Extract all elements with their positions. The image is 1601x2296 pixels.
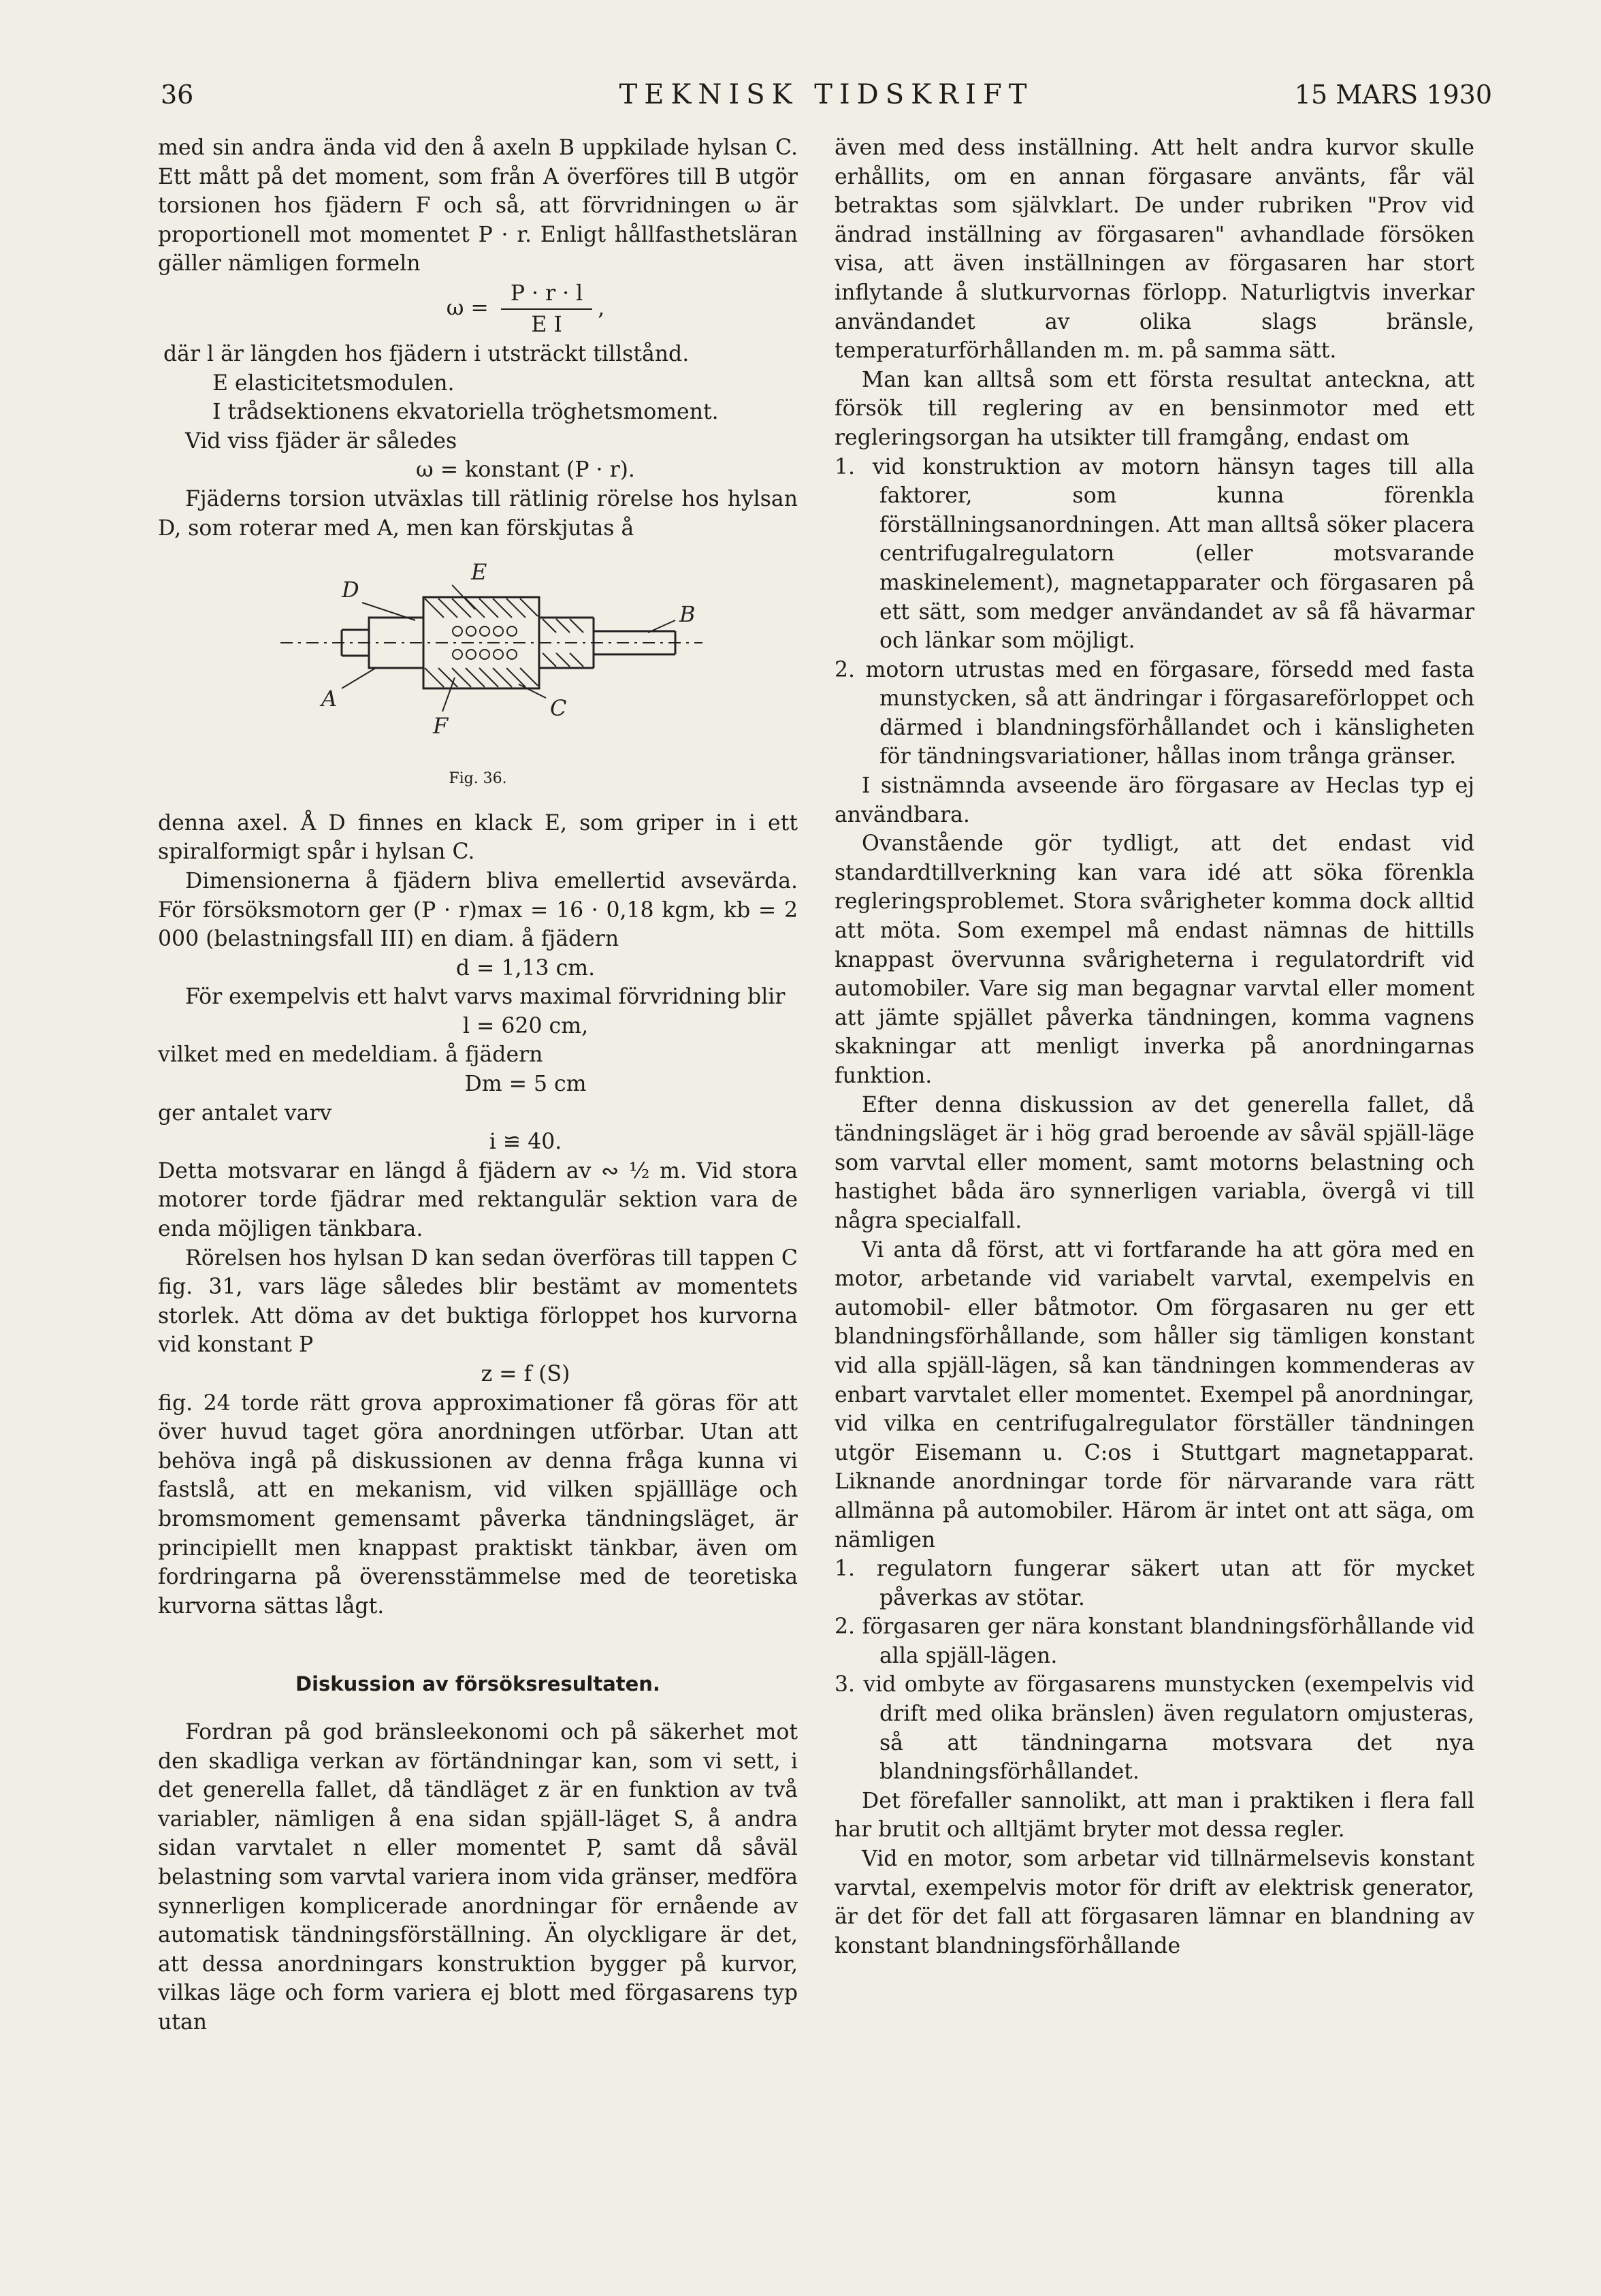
- formula-function: z = f (S): [481, 1362, 570, 1386]
- paragraph: Fordran på god bränsleekonomi och på säkerhet mot den skadliga verkan av förtändningar kan, som vi sett, i det generella fallet, då tändläget z är en funktion av två variabler, nämligen å ena sidan spjäll-läget S, å andra sidan varvtalet n eller momentet P, samt då såväl belastning som varvtal variera inom vida gränser, medföra synnerligen komplicerade anordningar för ernående av automatisk tändningsförställning. Än olyckligare är det, att dessa anordningars konstruktion bygger på kurvor, vilkas läge och form variera ej blott med förgasarens typ utan: [158, 1719, 798, 2035]
- figure-36: [158, 555, 798, 759]
- list-item: 2. motorn utrustas med en förgasare, försedd med fasta munstycken, så att ändringar i förgasareförloppet och därmed i blandningsförhållandet och i känsligheten för tändningsvariationer, hållas inom trånga gränser.: [835, 657, 1474, 769]
- figure-caption: Fig. 36.: [449, 770, 507, 788]
- list-item: 1. vid konstruktion av motorn hänsyn tages till alla faktorer, som kunna förenkla förställningsanordningen. Att man alltså söker placera centrifugalregulatorn (eller motsvarande maskinelement), magnetapparater och förgasaren på ett sätt, som medger användandet av så få hävarmar och länkar som möjligt.: [835, 454, 1474, 654]
- paragraph: fig. 24 torde rätt grova approximationer få göras för att över huvud taget göra anordningen utförbar. Utan att behöva ingå på diskussionen av denna fråga kunna vi fastslå, att en mekanism, vid vilken spjällläge och bromsmoment gemensamt påverka tändningsläget, är principiellt men knappast praktiskt tänkbar, även om fordringarna på överensstämmelse med de teoretiska kurvorna sättas lågt.: [158, 1390, 798, 1619]
- journal-title: TEKNISK TIDSKRIFT: [619, 79, 1034, 110]
- formula-fraction: [501, 278, 592, 340]
- running-header: [161, 71, 1492, 118]
- fig-label-b: B: [679, 601, 696, 628]
- formula-turns: i ≌ 40.: [489, 1130, 562, 1155]
- paragraph: Fjäderns torsion utväxlas till rätlinig rörelse hos hylsan D, som roterar med A, men kan förskjutas å: [158, 486, 798, 541]
- formula-diameter: d = 1,13 cm.: [455, 955, 596, 980]
- paragraph: vilket med en medeldiam. å fjädern: [158, 1042, 543, 1068]
- paragraph: Detta motsvarar en längd å fjädern av ∾ ½ m. Vid stora motorer torde fjädrar med rektangulär sektion vara de enda möjligen tänkbara.: [158, 1158, 798, 1242]
- paragraph: Vid en motor, som arbetar vid tillnärmelsevis konstant varvtal, exempelvis motor för drift av elektrisk generator, är det för det fall att förgasaren lämnar en blandning av konstant blandningsförhållande: [835, 1847, 1474, 1958]
- fig-label-e: E: [471, 559, 487, 586]
- formula-numerator: P · r · l: [501, 278, 592, 310]
- paragraph: Rörelsen hos hylsan D kan sedan överföras till tappen C fig. 31, vars läge således blir bestämt av momentets storlek. Att döma av det buktiga förloppet hos kurvorna vid konstant P: [158, 1245, 798, 1358]
- paragraph: Vid viss fjäder är således: [185, 428, 457, 453]
- paragraph: Dimensionerna å fjädern bliva emellertid avsevärda. För försöksmotorn ger (P · r)max = 16 · 0,18 kgm, kb = 2 000 (belastningsfall III) en diam. å fjädern: [158, 868, 798, 952]
- list-item: 3. vid ombyte av förgasarens munstycken (exempelvis vid drift med olika bränslen) även regulatorn omjusteras, så att tändningarna motsvara det nya blandningsförhållandet.: [835, 1672, 1474, 1785]
- list-item: 2. förgasaren ger nära konstant blandningsförhållande vid alla spjäll-lägen.: [835, 1614, 1474, 1668]
- issue-date: 15 MARS 1930: [1294, 80, 1492, 110]
- definition-l: där l är längden hos fjädern i utsträckt tillstånd.: [163, 341, 690, 366]
- formula-tail: ,: [598, 296, 605, 321]
- paragraph: För exempelvis ett halvt varvs maximal förvridning blir: [185, 985, 786, 1010]
- paragraph: Det förefaller sannolikt, att man i praktiken i flera fall har brutit och alltjämt bryter mot dessa regler.: [835, 1788, 1474, 1843]
- paragraph: I sistnämnda avseende äro förgasare av Heclas typ ej användbara.: [835, 774, 1474, 827]
- paragraph: Ovanstående gör tydligt, att det endast vid standardtillverkning kan vara idé att söka förenkla regleringsproblemet. Stora svårigheter komma dock alltid att möta. Som exempel må endast nämnas de hittills knappast övervunna svårigheterna i regulatordrift vid automobiler. Vare sig man begagnar varvtal eller moment att jämte spjället påverka tändningen, komma vagnens skakningar att menligt inverka på anordningarnas funktion.: [835, 831, 1474, 1088]
- formula-constant: ω = konstant (P · r).: [416, 458, 635, 483]
- definition-e: E elasticitetsmodulen.: [212, 370, 455, 396]
- paragraph: Efter denna diskussion av det generella fallet, då tändningsläget är i hög grad beroende av såväl spjäll-läge som varvtal eller moment, samt motorns belastning och hastighet båda äro synnerligen variabla, övergå vi till några specialfall.: [835, 1092, 1474, 1233]
- fig-label-c: C: [550, 695, 567, 722]
- paragraph: denna axel. Å D finnes en klack E, som griper in i ett spiralformigt spår i hylsan C.: [158, 810, 798, 865]
- list-item: 1. regulatorn fungerar säkert utan att för mycket påverkas av stötar.: [835, 1557, 1474, 1610]
- section-heading: Diskussion av försöksresultaten.: [295, 1672, 660, 1696]
- spring-coupling-drawing: [240, 555, 730, 759]
- fig-label-d: D: [342, 577, 359, 603]
- fig-label-f: F: [433, 713, 449, 739]
- right-column: [835, 133, 1474, 1960]
- definition-i: I trådsektionens ekvatoriella tröghetsmoment.: [212, 400, 719, 425]
- paragraph: Vi anta då först, att vi fortfarande ha att göra med en motor, arbetande vid variabelt varvtal, exempelvis en automobil- eller båtmotor. Om förgasaren nu ger ett blandningsförhållande, som håller sig tämligen konstant vid alla spjäll-lägen, så kan tändningen kommenderas av enbart varvtalet eller momentet. Exempel på anordningar, vid vilka en centrifugalregulator förställer tändningen utgör Eisemann u. C:os i Stuttgart magnetapparat. Liknande anordningar torde för närvarande vara rätt allmänna på automobiler. Härom är intet ont att säga, om nämligen: [835, 1237, 1474, 1552]
- left-column: [158, 133, 798, 2037]
- formula-denominator: E I: [531, 312, 562, 337]
- formula-lhs: ω =: [446, 296, 489, 321]
- formula-length: l = 620 cm,: [462, 1013, 589, 1038]
- fig-label-a: A: [321, 686, 338, 712]
- formula-mean-diameter: Dm = 5 cm: [464, 1072, 587, 1097]
- paragraph: ger antalet varv: [158, 1100, 332, 1126]
- paragraph: Man kan alltså som ett första resultat anteckna, att försök till reglering av en bensinmotor med ett regleringsorgan ha utsikter till framgång, endast om: [835, 367, 1474, 450]
- paragraph: med sin andra ända vid den å axeln B uppkilade hylsan C. Ett mått på det moment, som från A överföres till B utgör torsionen hos fjädern F och så, att förvridningen ω är proportionell mot momentet P · r. Enligt hållfasthetsläran gäller nämligen formeln: [158, 135, 798, 276]
- page-number: 36: [161, 80, 194, 110]
- formula-torsion: [158, 278, 798, 340]
- paragraph: även med dess inställning. Att helt andra kurvor skulle erhållits, om en annan förgasare använts, får väl betraktas som självklart. De under rubriken "Prov vid ändrad inställning av förgasaren" avhandlade försöken visa, att även inställningen av förgasaren har stort inflytande å slutkurvornas förlopp. Naturligtvis inverkar användandet av olika slags bränsle, temperaturförhållanden m. m. på samma sätt.: [835, 135, 1474, 364]
